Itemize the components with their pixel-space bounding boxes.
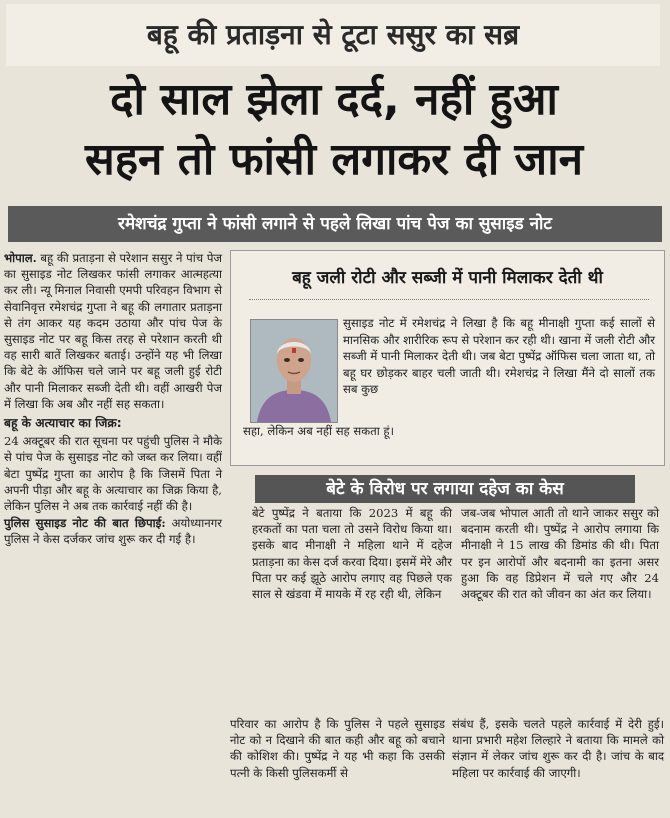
- main-headline: [4, 70, 664, 198]
- left-paragraph-3-text: अयोध्यानगर पुलिस ने केस दर्जकर जांच शुरू कर दी गई है।: [4, 516, 222, 547]
- sidebar-box: [230, 250, 665, 466]
- portrait-image: [251, 320, 337, 422]
- left-paragraph-2: 24 अक्टूबर की रात सूचना पर पहुंची पुलिस ने मौके से पांच पेज के सुसाइड नोट को जब्त कर लिया। वहीं बेटा पुष्पेंद्र गुप्ता का आरोप है कि जिसमें पिता ने अपनी पीड़ा और बहू के अत्याचार का जिक्र किया है, लेकिन पुलिस ने अब तक कार्रवाई नहीं की है।: [4, 434, 222, 514]
- headline-line-1: दो साल झेला दर्द, नहीं हुआ: [110, 74, 558, 125]
- bottom-column-1: परिवार का आरोप है कि पुलिस ने पहले सुसाइड नोट को न दिखाने की बात कही और बहू को बचाने की कोशिश की। पुष्पेंद्र ने यह भी कहा कि उसकी पत्नी के किसी पुलिसकर्मी से: [230, 717, 445, 780]
- section-banner: बेटे के विरोध पर लगाया दहेज का केस: [255, 475, 635, 503]
- left-paragraph-3: [4, 515, 222, 547]
- left-column: [4, 250, 222, 818]
- portrait-photo: [250, 319, 338, 423]
- box-body-text: सुसाइड नोट में रमेशचंद्र ने लिखा है कि बहू मीनाक्षी गुप्ता कई सालों से मानसिक और शारीरिक रूप से परेशान कर रही थी। खाना में जली रोटी और सब्जी में पानी मिलाकर देती थी। जब बेटा पुष्पेंद्र ऑफिस चला जाता था, तो बहू घर छोड़कर बाहर चली जाती थी। रमेशचंद्र ने लिखा मैंने दो सालों तक सब कुछ: [343, 316, 655, 397]
- box-body-continuation: सहा, लेकिन अब नहीं सह सकता हूं।: [243, 424, 394, 438]
- mid-column-2: जब-जब भोपाल आती तो थाने जाकर ससुर को बदनाम करती थी। पुष्पेंद्र ने आरोप लगाया कि मीनाक्षी ने 15 लाख की डिमांड की थी। पिता पर इन आरोपों और बदनामी का इतना असर हुआ कि वह डिप्रेशन में चले गए और 24 अक्टूबर की रात को जीवन का अंत कर लिया।: [461, 506, 659, 602]
- kicker-headline: बहू की प्रताड़ना से टूटा ससुर का सब्र: [6, 4, 660, 66]
- left-paragraph-1-text: बहू की प्रताड़ना से परेशान ससुर ने पांच पेज का सुसाइड नोट लिखकर फांसी लगाकर आत्महत्या कर ली। न्यू मिनाल निवासी एमपी परिवहन विभाग से सेवानिवृत्त रमेशचंद्र गुप्ता ने बहू की लगातार प्रताड़ना से तंग आकर यह कदम उठाया और पांच पेज के सुसाइड नोट पर बहू किस तरह से परेशान करती थी वह सारी बातें लिखकर बताई। उन्होंने यह भी लिखा कि बेटे के ऑफिस चले जाने पर बहू जली हुई रोटी और पानी मिलाकर सब्जी देती थी। वहीं आखरी पेज में लिखा कि अब और नहीं सह सकता।: [4, 251, 223, 411]
- box-title: बहू जली रोटी और सब्जी में पानी मिलाकर देती थी: [292, 268, 603, 288]
- bottom-column-2: संबंध हैं, इसके चलते पहले कार्रवाई में देरी हुई। थाना प्रभारी महेश लिल्हारे ने बताया कि मामले को संज्ञान में लेकर जांच शुरू कर दी है। जांच के बाद महिला पर कार्रवाई की जाएगी।: [452, 717, 664, 780]
- subhead-police: पुलिस सुसाइड नोट की बात छिपाई:: [4, 516, 166, 531]
- deck-subheadline: रमेशचंद्र गुप्ता ने फांसी लगाने से पहले लिखा पांच पेज का सुसाइड नोट: [8, 206, 662, 242]
- left-paragraph-1: [4, 250, 222, 412]
- headline-line-2: सहन तो फांसी लगाकर दी जान: [84, 134, 584, 185]
- subhead-atrocity: बहू के अत्याचार का जिक्र:: [4, 416, 122, 431]
- dateline: भोपाल.: [4, 251, 37, 265]
- mid-column-1: बेटे पुष्पेंद्र ने बताया कि 2023 में बहू की हरकतों का पता चला तो उसने विरोध किया था। इसके बाद मीनाक्षी ने महिला थाने में दहेज प्रताड़ना का केस दर्ज करवा दिया। इसमें मेरे और पिता पर कई झूठे आरोप लगाए वह पिछले एक साल से खंडवा में मायके में रह रही थी, लेकिन: [252, 506, 452, 602]
- box-divider: [249, 299, 649, 300]
